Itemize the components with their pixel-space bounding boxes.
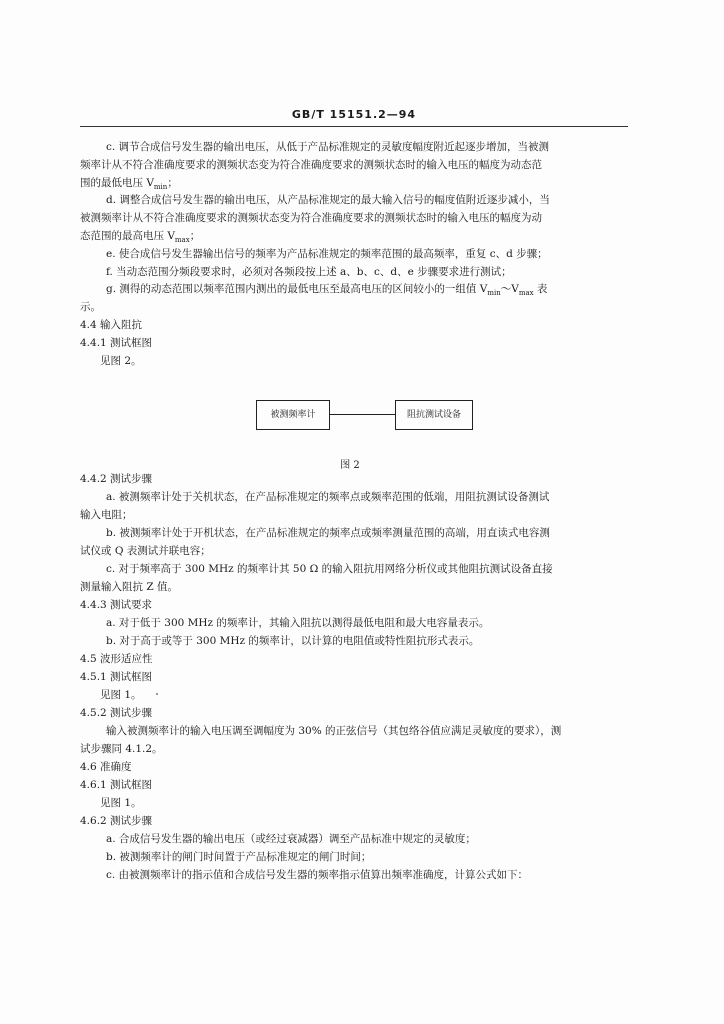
text-line: a. 对于低于 300 MHz 的频率计，其输入阻抗以测得最低电阻和最大电容量表示。 xyxy=(106,617,490,629)
text-line: d. 调整合成信号发生器的输出电压，从产品标准规定的最大输入信号的幅度值附近逐步减小，当 xyxy=(106,194,550,207)
text-line: 4.6.2 测试步骤 xyxy=(80,815,153,827)
text-line: 测量输入阻抗 Z 值。 xyxy=(80,581,178,593)
text-line: 态范围的最高电压 $V_{max}$； xyxy=(80,230,201,245)
text-line: 频率计从不符合准确度要求的测频状态变为符合准确度要求的测频状态时的输入电压的幅度为动态范 xyxy=(80,158,542,171)
text-line: e. 使合成信号发生器输出信号的频率为产品标准规定的频率范围的最高频率，重复 c、d 步骤； xyxy=(106,247,548,260)
text-line: a. 被测频率计处于关机状态，在产品标准规定的频率点或频率范围的低端，用阻抗测试设备测试 xyxy=(106,491,550,503)
text-line: 4.4.1 测试框图 xyxy=(80,336,153,349)
text-line: 4.5 波形适应性 xyxy=(80,653,153,665)
text-line: 见图 2。 xyxy=(100,354,142,367)
text-line: 4.6 准确度 xyxy=(80,761,132,773)
text-line: b. 被测频率计处于开机状态，在产品标准规定的频率点或频率测量范围的高端，用直读式电容测 xyxy=(106,527,550,539)
figure-box-counter: 被测频率计 xyxy=(256,400,330,430)
text-line: 4.4 输入阻抗 xyxy=(80,319,143,331)
text-line: 示。 xyxy=(80,301,101,314)
text-line: b. 对于高于或等于 300 MHz 的频率计，以计算的电阻值或特性阻抗形式表示。 xyxy=(106,635,480,647)
text-line: 见图 1。 xyxy=(100,797,142,809)
text-line: c. 调节合成信号发生器的输出电压，从低于产品标准规定的灵敏度幅度附近起逐步增加，当被测 xyxy=(106,141,550,153)
text-line: b. 被测频率计的闸门时间置于产品标准规定的闸门时间； xyxy=(106,851,372,863)
text-line: 见图 1。 xyxy=(100,689,142,701)
text-line: 试步骤同 4.1.2。 xyxy=(80,743,163,755)
scan-speck xyxy=(156,693,158,695)
text-line: c. 对于频率高于 300 MHz 的频率计其 50 Ω 的输入阻抗用网络分析仪或其他阻抗测试设备直接 xyxy=(106,563,553,575)
figure-box-impedance-tester: 阻抗测试设备 xyxy=(395,400,473,430)
text-line: c. 由被测频率计的指示值和合成信号发生器的频率指示值算出频率准确度，计算公式如下： xyxy=(106,869,529,881)
text-line: 被测频率计从不符合准确度要求的测频状态变为符合准确度要求的测频状态时的输入电压的幅度为动 xyxy=(80,212,542,225)
text-line: 输入被测频率计的输入电压调至调幅度为 30% 的正弦信号（其包络谷值应满足灵敏度的要求），测 xyxy=(106,725,562,737)
text-line: 4.4.2 测试步骤 xyxy=(80,473,153,485)
text-line: 输入电阻； xyxy=(80,509,133,521)
text-line: 围的最低电压 $V_{min}$； xyxy=(80,176,178,191)
figure-caption: 图 2 xyxy=(340,460,360,471)
text-line: a. 合成信号发生器的输出电压（或经过衰减器）调至产品标准中规定的灵敏度； xyxy=(106,833,476,845)
text-line: 4.6.1 测试框图 xyxy=(80,779,153,791)
text-line: f. 当动态范围分频段要求时，必须对各频段按上述 a、b、c、d、e 步骤要求进行测试； xyxy=(106,265,512,278)
text-line: 4.5.2 测试步骤 xyxy=(80,707,153,719)
text-line: 试仪或 Q 表测试并联电容； xyxy=(80,545,211,557)
header-rule xyxy=(80,126,628,127)
text-line: 4.5.1 测试框图 xyxy=(80,671,153,683)
text-line: g. 测得的动态范围以频率范围内测出的最低电压至最高电压的区间较小的一组值 $V_{min}\sim V_{max}$ 表 xyxy=(106,283,548,298)
text-line: 4.4.3 测试要求 xyxy=(80,599,153,611)
figure-connector-line xyxy=(329,414,395,415)
page-header: GB/T 15151.2—94 xyxy=(291,108,417,121)
